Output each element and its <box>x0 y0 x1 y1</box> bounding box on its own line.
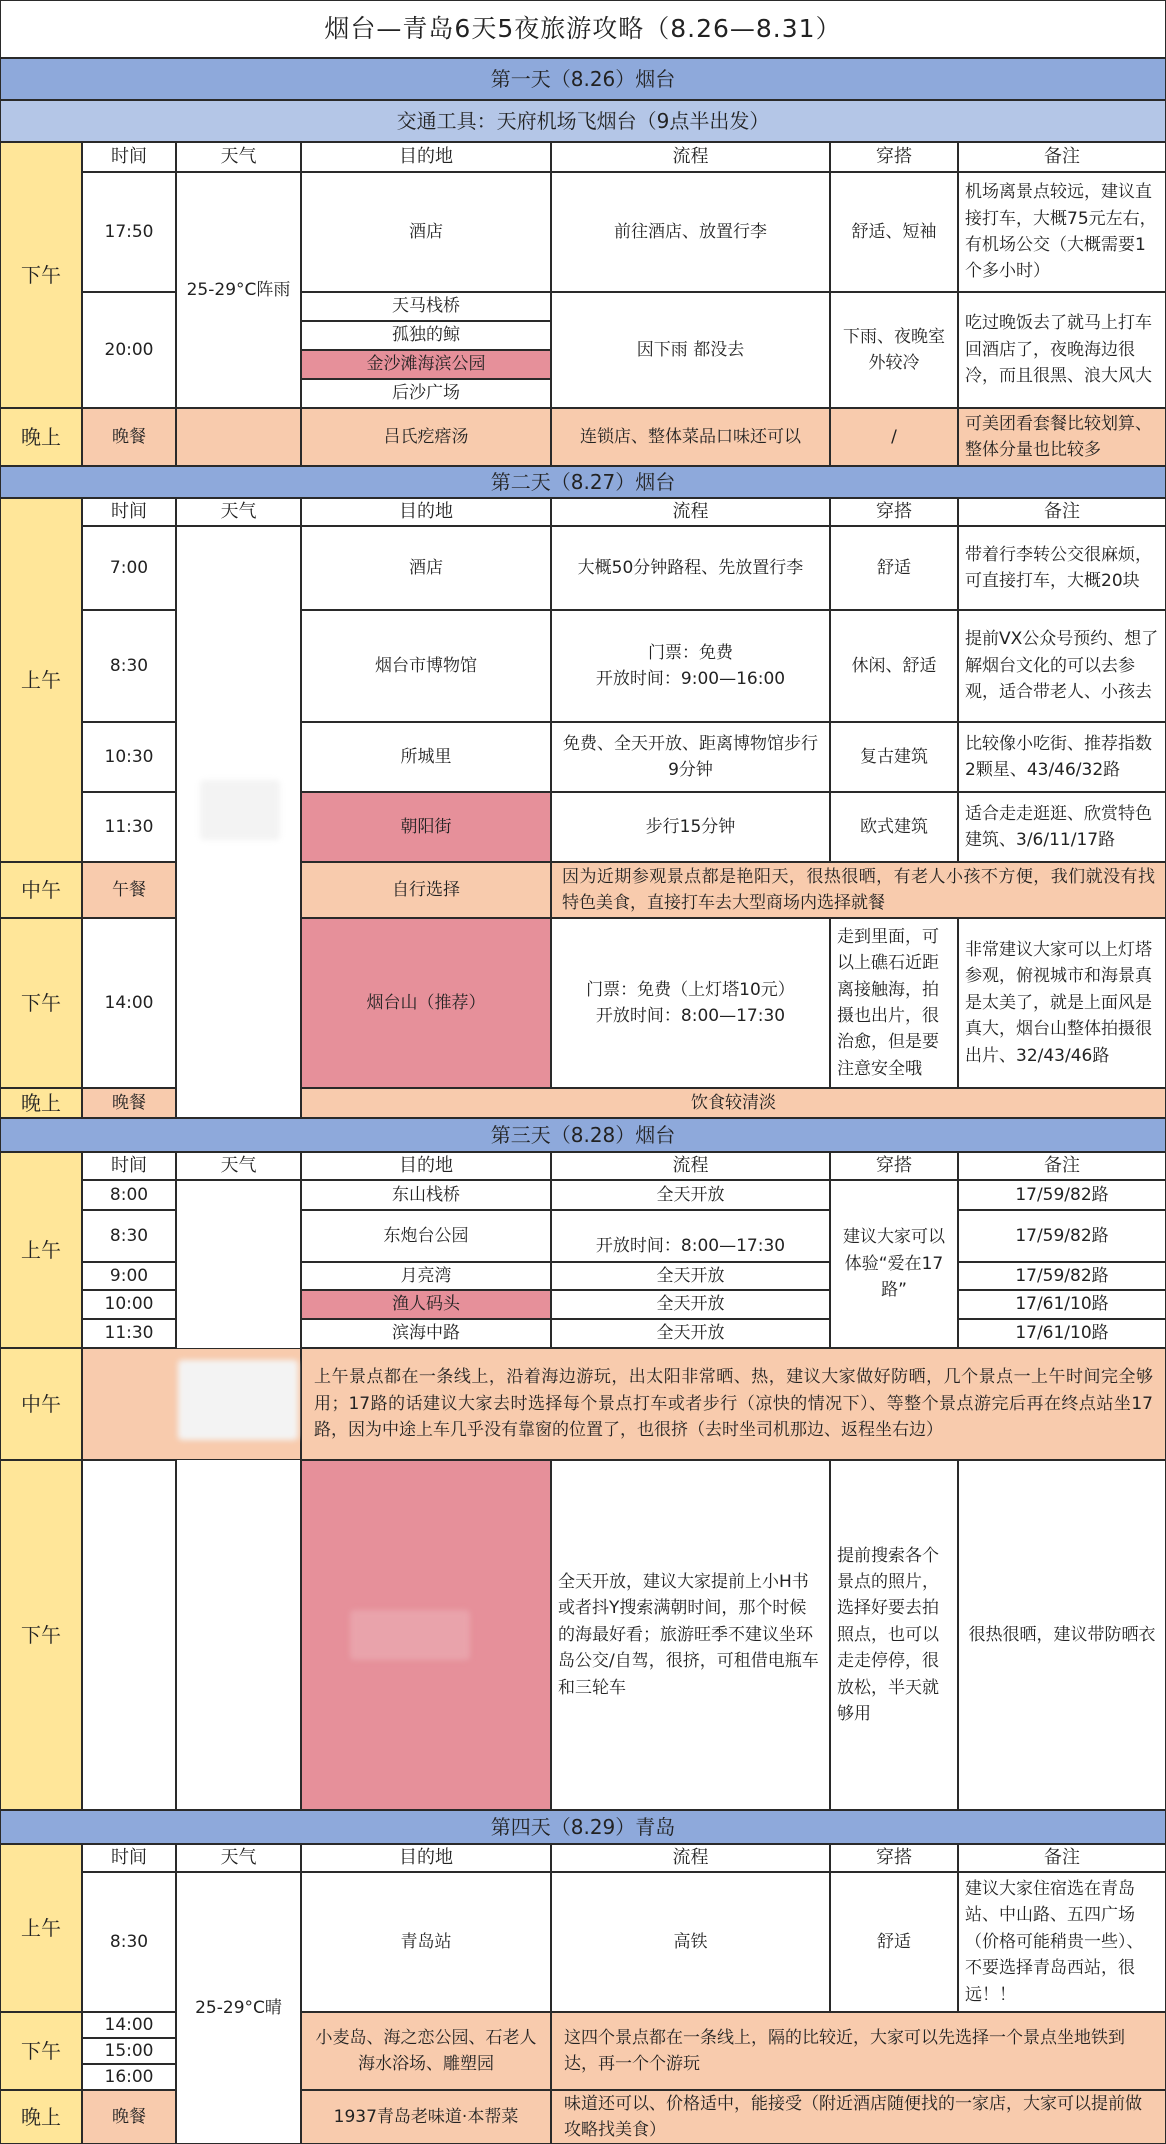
day4-r1-wear: 舒适 <box>830 1872 958 2012</box>
day1-r2-note: 吃过晚饭去了就马上打车回酒店了，夜晚海边很冷，而且很黑、浪大风大 <box>958 292 1166 408</box>
day4-dinner-label: 晚餐 <box>82 2090 176 2144</box>
day1-header: 第一天（8.26）烟台 <box>0 58 1166 100</box>
day1-transport: 交通工具：天府机场飞烟台（9点半出发） <box>0 100 1166 142</box>
day2-r1-wear: 舒适 <box>830 526 958 610</box>
day1-r2-time: 20:00 <box>82 292 176 408</box>
day4-pm-dest: 小麦岛、海之恋公园、石老人海水浴场、雕塑园 <box>301 2012 551 2090</box>
day1-header-time: 时间 <box>82 142 176 172</box>
day1-r2-flow: 因下雨 都没去 <box>551 292 830 408</box>
day1-dinner-wear: / <box>830 408 958 466</box>
day2-lunch-note: 因为近期参观景点都是艳阳天，很热很晒，有老人小孩不方便，我们就没有找特色美食，直接打车去大型商场内选择就餐 <box>551 862 1166 918</box>
day4-header-dest: 目的地 <box>301 1844 551 1872</box>
day1-dinner-dest: 吕氏疙瘩汤 <box>301 408 551 466</box>
day1-r2-dest-1: 天马栈桥 <box>301 292 551 321</box>
day1-period-evening: 晚上 <box>0 408 82 466</box>
day2-r3-time: 10:30 <box>82 722 176 792</box>
day2-r4-wear: 欧式建筑 <box>830 792 958 862</box>
day2-r5-note: 非常建议大家可以上灯塔参观，俯视城市和海景真是太美了，就是上面风是真大，烟台山整体拍摄很出片、32/43/46路 <box>958 918 1166 1088</box>
day1-dinner-blank <box>176 408 301 466</box>
day1-r2-dest-2: 孤独的鲸 <box>301 321 551 350</box>
day3-r3-time: 9:00 <box>82 1262 176 1290</box>
day1-header-dest: 目的地 <box>301 142 551 172</box>
day2-r5-flow <box>551 918 830 1088</box>
day1-period-afternoon: 下午 <box>0 142 82 408</box>
day2-r5-dest: 烟台山（推荐） <box>301 918 551 1088</box>
day2-r1-dest: 酒店 <box>301 526 551 610</box>
day4-r1-flow: 高铁 <box>551 1872 830 2012</box>
day2-r5-flow-hours: 开放时间：8:00—17:30 <box>595 1006 786 1026</box>
day2-r1-time: 7:00 <box>82 526 176 610</box>
day3-r2-dest: 东炮台公园 <box>301 1210 551 1262</box>
day3-pm-time-blank <box>82 1460 176 1810</box>
day3-pm-wear: 提前搜索各个景点的照片，选择好要去拍照点，也可以走走停停，很放松，半天就够用 <box>830 1460 958 1810</box>
day4-r1-time: 8:30 <box>82 1872 176 2012</box>
day3-r1-time: 8:00 <box>82 1180 176 1210</box>
day2-r4-dest: 朝阳街 <box>301 792 551 862</box>
day2-r1-note: 带着行李转公交很麻烦，可直接打车，大概20块 <box>958 526 1166 610</box>
day4-pm-time-2: 15:00 <box>82 2038 176 2064</box>
day3-header-weather: 天气 <box>176 1152 301 1180</box>
day2-r2-time: 8:30 <box>82 610 176 722</box>
day1-header-flow: 流程 <box>551 142 830 172</box>
day1-weather: 25-29°C阵雨 <box>176 172 301 408</box>
day3-r3-flow: 全天开放 <box>551 1262 830 1290</box>
day1-header-weather: 天气 <box>176 142 301 172</box>
day3-r5-flow: 全天开放 <box>551 1319 830 1348</box>
day2-r2-wear: 休闲、舒适 <box>830 610 958 722</box>
day3-pm-dest-blurred-area <box>350 1610 470 1660</box>
day1-r1-wear: 舒适、短袖 <box>830 172 958 292</box>
day2-header-wear: 穿搭 <box>830 498 958 526</box>
day1-dinner-note: 可美团看套餐比较划算、整体分量也比较多 <box>958 408 1166 466</box>
day1-r1-flow: 前往酒店、放置行李 <box>551 172 830 292</box>
day3-r1-flow: 全天开放 <box>551 1180 830 1210</box>
day3-r1-dest: 东山栈桥 <box>301 1180 551 1210</box>
day3-weather-blank <box>176 1180 301 1810</box>
day3-period-noon: 中午 <box>0 1348 82 1460</box>
day2-r5-time: 14:00 <box>82 918 176 1088</box>
day4-period-evening: 晚上 <box>0 2090 82 2144</box>
day3-r2-time: 8:30 <box>82 1210 176 1262</box>
day4-header-time: 时间 <box>82 1844 176 1872</box>
day3-r5-dest: 滨海中路 <box>301 1319 551 1348</box>
day3-header-wear: 穿搭 <box>830 1152 958 1180</box>
day2-dinner-label: 晚餐 <box>82 1088 176 1118</box>
day4-r1-note: 建议大家住宿选在青岛站、中山路、五四广场（价格可能稍贵一些）、不要选择青岛西站，很远！！ <box>958 1872 1166 2012</box>
day2-r3-note: 比较像小吃街、推荐指数2颗星、43/46/32路 <box>958 722 1166 792</box>
day4-r1-dest: 青岛站 <box>301 1872 551 2012</box>
day4-header-wear: 穿搭 <box>830 1844 958 1872</box>
day4-dinner-note: 味道还可以、价格适中，能接受（附近酒店随便找的一家店，大家可以提前做攻略找美食） <box>551 2090 1166 2144</box>
day3-r4-note: 17/61/10路 <box>958 1290 1166 1319</box>
day4-period-morning: 上午 <box>0 1844 82 2012</box>
day2-period-afternoon: 下午 <box>0 918 82 1088</box>
day3-r2-note: 17/59/82路 <box>958 1210 1166 1262</box>
day3-r5-note: 17/61/10路 <box>958 1319 1166 1348</box>
day3-r4-time: 10:00 <box>82 1290 176 1319</box>
day1-r1-dest: 酒店 <box>301 172 551 292</box>
day2-r2-flow-ticket: 门票：免费 <box>648 642 733 663</box>
day4-pm-note: 这四个景点都在一条线上，隔的比较近，大家可以先选择一个景点坐地铁到达，再一个个游玩 <box>551 2012 1166 2090</box>
day2-r5-wear: 走到里面，可以上礁石近距离接触海，拍摄也出片，很治愈，但是要注意安全哦 <box>830 918 958 1088</box>
day3-noon-note: 上午景点都在一条线上，沿着海边游玩，出太阳非常晒、热，建议大家做好防晒，几个景点一上午时间完全够用；17路的话建议大家去时选择每个景点打车或者步行（凉快的情况下）、等整个景点游完后再在终点站坐17路，因为中途上车几乎没有靠窗的位置了，也很挤（去时坐司机那边、返程坐右边） <box>301 1348 1166 1460</box>
day3-r4-dest: 渔人码头 <box>301 1290 551 1319</box>
day2-weather-blurred-area <box>200 780 280 840</box>
day4-pm-time-3: 16:00 <box>82 2064 176 2090</box>
day2-header-dest: 目的地 <box>301 498 551 526</box>
day2-r3-dest: 所城里 <box>301 722 551 792</box>
day2-header: 第二天（8.27）烟台 <box>0 466 1166 498</box>
page-title: 烟台—青岛6天5夜旅游攻略（8.26—8.31） <box>0 0 1166 58</box>
day1-r1-time: 17:50 <box>82 172 176 292</box>
day3-r2-flow: 开放时间：8:00—17:30 <box>551 1210 830 1262</box>
day2-header-flow: 流程 <box>551 498 830 526</box>
day3-pm-note: 很热很晒，建议带防晒衣 <box>958 1460 1166 1810</box>
day2-r3-wear: 复古建筑 <box>830 722 958 792</box>
day1-r2-dest-3: 金沙滩海滨公园 <box>301 350 551 379</box>
day2-r2-dest: 烟台市博物馆 <box>301 610 551 722</box>
day4-weather: 25-29°C晴 <box>176 1872 301 2144</box>
day2-r2-flow <box>551 610 830 722</box>
day2-r4-flow: 步行15分钟 <box>551 792 830 862</box>
day4-period-afternoon: 下午 <box>0 2012 82 2090</box>
day3-r1-note: 17/59/82路 <box>958 1180 1166 1210</box>
day2-r4-time: 11:30 <box>82 792 176 862</box>
day3-r5-time: 11:30 <box>82 1319 176 1348</box>
day4-header-note: 备注 <box>958 1844 1166 1872</box>
day3-header: 第三天（8.28）烟台 <box>0 1118 1166 1152</box>
day4-dinner-dest: 1937青岛老味道·本帮菜 <box>301 2090 551 2144</box>
day2-header-weather: 天气 <box>176 498 301 526</box>
day1-dinner-label: 晚餐 <box>82 408 176 466</box>
day3-morning-wear: 建议大家可以体验“爱在17路” <box>830 1180 958 1348</box>
day1-r2-dest-4: 后沙广场 <box>301 379 551 408</box>
day2-header-time: 时间 <box>82 498 176 526</box>
day2-r4-note: 适合走走逛逛、欣赏特色建筑、3/6/11/17路 <box>958 792 1166 862</box>
day3-header-note: 备注 <box>958 1152 1166 1180</box>
day3-r3-dest: 月亮湾 <box>301 1262 551 1290</box>
day3-pm-flow: 全天开放，建议大家提前上小H书或者抖Y搜索满朝时间，那个时候的海最好看；旅游旺季不建议坐环岛公交/自驾，很挤，可租借电瓶车和三轮车 <box>551 1460 830 1810</box>
day3-period-morning: 上午 <box>0 1152 82 1348</box>
day3-header-time: 时间 <box>82 1152 176 1180</box>
day3-period-afternoon: 下午 <box>0 1460 82 1810</box>
day2-r3-flow: 免费、全天开放、距离博物馆步行9分钟 <box>551 722 830 792</box>
day2-lunch-dest: 自行选择 <box>301 862 551 918</box>
day2-header-note: 备注 <box>958 498 1166 526</box>
day2-r1-flow: 大概50分钟路程、先放置行李 <box>551 526 830 610</box>
day4-header-weather: 天气 <box>176 1844 301 1872</box>
day3-r4-flow: 全天开放 <box>551 1290 830 1319</box>
day4-header: 第四天（8.29）青岛 <box>0 1810 1166 1844</box>
day1-header-note: 备注 <box>958 142 1166 172</box>
day2-r5-flow-ticket: 门票：免费（上灯塔10元） <box>586 979 795 1000</box>
day1-r1-note: 机场离景点较远，建议直接打车，大概75元左右，有机场公交（大概需要1个多小时） <box>958 172 1166 292</box>
day3-noon-blurred-area <box>178 1360 298 1440</box>
day2-period-morning: 上午 <box>0 498 82 862</box>
day4-header-flow: 流程 <box>551 1844 830 1872</box>
day2-lunch-label: 午餐 <box>82 862 176 918</box>
day1-r2-wear: 下雨、夜晚室外较冷 <box>830 292 958 408</box>
day3-r3-note: 17/59/82路 <box>958 1262 1166 1290</box>
day1-header-wear: 穿搭 <box>830 142 958 172</box>
day1-dinner-flow: 连锁店、整体菜品口味还可以 <box>551 408 830 466</box>
day3-header-flow: 流程 <box>551 1152 830 1180</box>
day3-header-dest: 目的地 <box>301 1152 551 1180</box>
day2-period-evening: 晚上 <box>0 1088 82 1118</box>
day2-r2-note: 提前VX公众号预约、想了解烟台文化的可以去参观，适合带老人、小孩去 <box>958 610 1166 722</box>
day2-dinner-note: 饮食较清淡 <box>301 1088 1166 1118</box>
day2-period-noon: 中午 <box>0 862 82 918</box>
day4-pm-time-1: 14:00 <box>82 2012 176 2038</box>
day2-r2-flow-hours: 开放时间：9:00—16:00 <box>595 669 786 689</box>
